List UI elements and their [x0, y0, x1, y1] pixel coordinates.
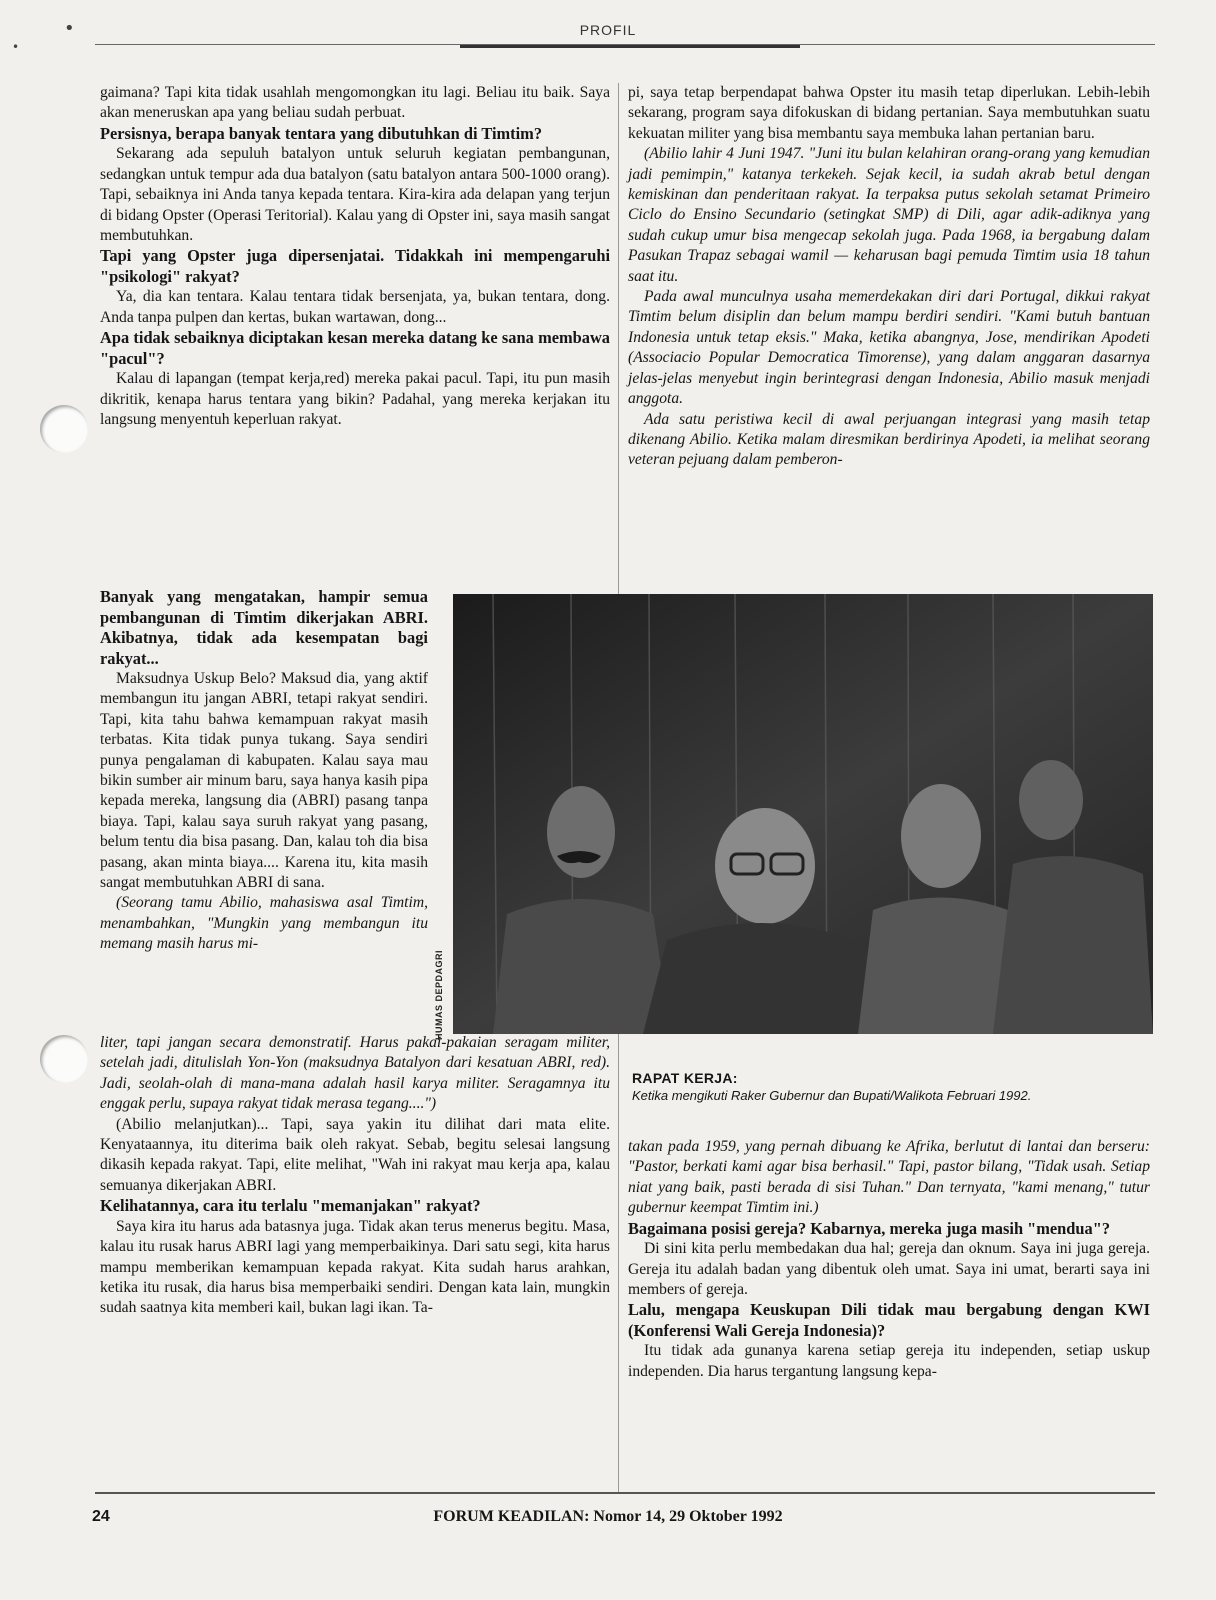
publication-footer: FORUM KEADILAN: Nomor 14, 29 Oktober 1992: [433, 1508, 783, 1525]
scan-mark: •: [64, 18, 75, 39]
photo-credit: HUMAS DEPDAGRI: [434, 949, 444, 1040]
paragraph: Ya, dia kan tentara. Kalau tentara tidak bersenjata, ya, bukan tentara, dong. Anda tanpa pulpen dan kertas, bukan wartawan, dong...: [100, 288, 610, 326]
paragraph: Kalau di lapangan (tempat kerja,red) mereka pakai pacul. Tapi, itu pun masih dikritik, kenapa harus tentara yang bikin? Padahal, yang mereka kerjakan itu langsung menyentuh keperluan rakyat.: [100, 370, 610, 428]
scan-mark: •: [12, 40, 20, 54]
left-column-bottom: [100, 1033, 610, 1319]
paragraph: gaimana? Tapi kita tidak usahlah mengomongkan itu lagi. Beliau itu baik. Saya akan meneruskan apa yang beliau sudah perbuat.: [100, 84, 610, 122]
interview-question: Lalu, mengapa Keuskupan Dili tidak mau bergabung dengan KWI (Konferensi Wali Gereja Indonesia)?: [628, 1300, 1150, 1340]
paragraph: takan pada 1959, yang pernah dibuang ke Afrika, berlutut di lantai dan berseru: "Pastor, berkati kami agar bisa berhasil." Tapi, pastor bilang, "Tidak usah. Setiap niat yang baik, pasti berada di sisi Tuhan." Dan ternyata, "kami menang," tutur gubernur keempat Timtim ini.): [628, 1138, 1150, 1217]
left-column-top: [100, 83, 610, 430]
bottom-rule: [95, 1492, 1155, 1494]
punch-hole: [40, 1035, 88, 1083]
right-column-top: [628, 83, 1150, 471]
paragraph: Itu tidak ada gunanya karena setiap gereja itu independen, setiap uskup independen. Dia harus tergantung langsung kepa-: [628, 1342, 1150, 1380]
meeting-photo: [453, 594, 1153, 1034]
page-number: 24: [92, 1508, 110, 1525]
top-rule-accent: [460, 45, 800, 48]
paragraph: (Abilio melanjutkan)... Tapi, saya yakin itu dilihat dari mata elite. Kenyataannya, itu diterima baik oleh rakyat. Sebab, begitu selesai langsung dikasih kepada rakyat. Tapi, elite melihat, "Wah ini rakyat mau kerja apa, kalau semuanya dikerjakan ABRI.: [100, 1115, 610, 1194]
left-column-narrow: [100, 587, 428, 955]
caption-title: RAPAT KERJA:: [632, 1070, 738, 1086]
punch-hole: [40, 405, 88, 453]
paragraph: liter, tapi jangan secara demonstratif. Harus pakai-pakaian seragam militer, setelah jadi, ditulislah Yon-Yon (maksudnya Batalyon dari kesatuan ABRI, red). Jadi, seolah-olah di mana-mana adalah hasil karya militer. Seragamnya itu enggak perlu, supaya rakyat tidak merasa tegang...."): [100, 1034, 610, 1113]
paragraph: Pada awal munculnya usaha memerdekakan diri dari Portugal, dikkui rakyat Timtim belum disiplin dan belum mampu berdiri sendiri. "Kami butuh bantuan Indonesia untuk tetap eksis." Maka, ketika abangnya, Jose, mendirikan Apodeti (Associacio Popular Democratica Timorense), yang dalam anggaran dasarnya jelas-jelas menyebut ingin berintegrasi dengan Indonesia, Abilio masuk menjadi anggota.: [628, 288, 1150, 408]
paragraph: Maksudnya Uskup Belo? Maksud dia, yang aktif membangun itu jangan ABRI, tetapi rakyat sendiri. Tapi, kita tahu bahwa kemampuan rakyat masih terbatas. Kita tidak punya tukang. Saya sendiri punya pengalaman di kabupaten. Kalau saya mau bikin sumber air minum baru, saya hanya kasih pipa kepada mereka, langsung dia (ABRI) pasang tanpa biaya. Tapi, kalau saya suruh rakyat yang pasang, belum tentu dia bisa pasang. Dan, kalau toh dia bisa pasang, akan minta biaya.... Karena itu, kita masih sangat membutuhkan ABRI di sana.: [100, 670, 428, 892]
caption-text: Ketika mengikuti Raker Gubernur dan Bupati/Walikota Februari 1992.: [632, 1088, 1032, 1103]
interview-question: Bagaimana posisi gereja? Kabarnya, mereka juga masih "mendua"?: [628, 1218, 1111, 1238]
right-column-bottom: [628, 1137, 1150, 1382]
photo-illustration: [453, 594, 1153, 1034]
interview-question: Apa tidak sebaiknya diciptakan kesan mereka datang ke sana membawa "pacul"?: [100, 328, 610, 368]
running-head: PROFIL: [579, 22, 637, 38]
paragraph: (Seorang tamu Abilio, mahasiswa asal Timtim, menambahkan, "Mungkin yang membangun itu memang masih harus mi-: [100, 894, 428, 953]
interview-question: Kelihatannya, cara itu terlalu "memanjakan" rakyat?: [100, 1196, 481, 1216]
paragraph: Sekarang ada sepuluh batalyon untuk seluruh kegiatan pembangunan, sedangkan untuk tempur ada dua batalyon (satu batalyon antara 500-1000 orang). Tapi, sebaiknya ini Anda tanya kepada tentara. Kira-kira ada delapan yang terjun di bidang Opster (Operasi Teritorial). Kalau yang di Opster ini, saya masih sangat membutuhkan.: [100, 145, 610, 244]
paragraph: pi, saya tetap berpendapat bahwa Opster itu masih tetap diperlukan. Lebih-lebih sekarang, program saya difokuskan di bidang pertanian. Saya membutuhkan suatu kekuatan militer yang bisa membantu saya membuka lahan pertanian baru.: [628, 84, 1150, 142]
paragraph: Di sini kita perlu membedakan dua hal; gereja dan oknum. Saya ini juga gereja. Gereja itu adalah badan yang dibentuk oleh umat. Saya ini umat, berarti saya ini members of gereja.: [628, 1240, 1150, 1298]
paragraph: Ada satu peristiwa kecil di awal perjuangan integrasi yang masih tetap dikenang Abilio. Ketika malam diresmikan berdirinya Apodeti, ia melihat seorang veteran pejuang dalam pemberon-: [628, 410, 1150, 469]
paragraph: (Abilio lahir 4 Juni 1947. "Juni itu bulan kelahiran orang-orang yang kemudian jadi pemimpin," katanya terkekeh. Sejak kecil, ia sudah akrab betul dengan kemiskinan dan penderitaan rakyat. Ia terpaksa putus sekolah setamat Primeiro Ciclo do Ensino Secundario (setingkat SMP) di Dili, agar adik-adiknya yang sudah cukup umur bisa mengecap sekolah juga. Pada 1968, ia bergabung dalam Pasukan Trapaz sebagai wamil — keharusan bagi pemuda Timtim usia 18 tahun saat itu.: [628, 145, 1150, 285]
interview-question: Persisnya, berapa banyak tentara yang dibutuhkan di Timtim?: [100, 123, 543, 143]
interview-question: Banyak yang mengatakan, hampir semua pembangunan di Timtim dikerjakan ABRI. Akibatnya, tidak ada kesempatan bagi rakyat...: [100, 587, 428, 668]
interview-question: Tapi yang Opster juga dipersenjatai. Tidakkah ini mempengaruhi "psikologi" rakyat?: [100, 246, 610, 286]
paragraph: Saya kira itu harus ada batasnya juga. Tidak akan terus menerus begitu. Masa, kalau itu rusak harus ABRI lagi yang memperbaikinya. Dari satu segi, kita harus mampu memberikan kemampuan kepada rakyat. Kita sudah harus arahkan, ketika itu rusak, dia harus bisa memperbaiki sendiri. Dengan kata lain, mungkin sudah saatnya kita memberi kail, bukan lagi ikan. Ta-: [100, 1217, 610, 1317]
